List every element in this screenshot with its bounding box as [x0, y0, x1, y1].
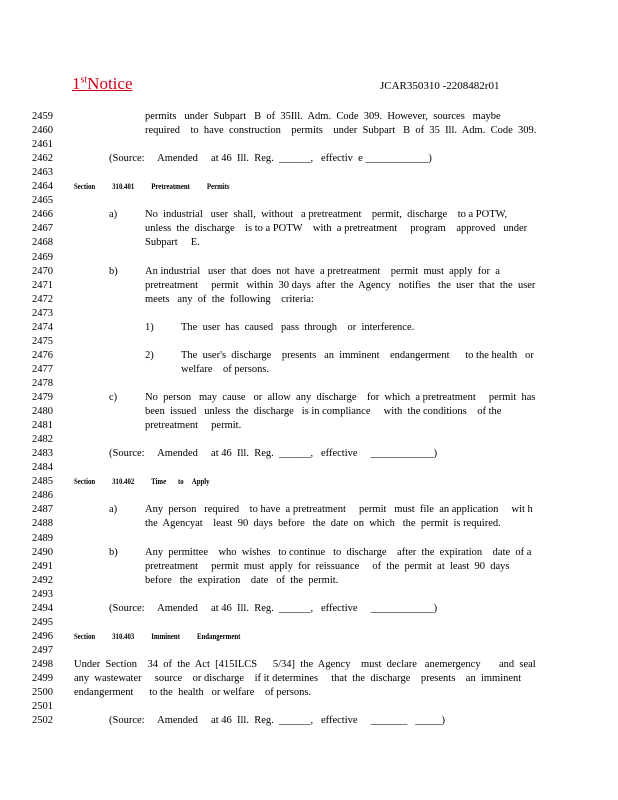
- line-text: Any person required to have a pretreatment permit must file an application wit h: [145, 504, 533, 516]
- line-number: 2494: [32, 602, 53, 614]
- line-number: 2471: [32, 279, 53, 291]
- line-text: (Source: Amended at 46 Ill. Reg. ______, effective ____________): [109, 602, 438, 614]
- document-line: [0, 377, 618, 391]
- document-line: [0, 208, 618, 222]
- document-line: [0, 335, 618, 349]
- line-text: Any permittee who wishes to continue to discharge after the expiration date of a: [145, 546, 532, 558]
- line-number: 2474: [32, 321, 53, 333]
- document-reference: JCAR350310 -2208482r01: [380, 80, 500, 92]
- line-number: 2470: [32, 265, 53, 277]
- document-line: [0, 321, 618, 335]
- line-number: 2465: [32, 195, 53, 207]
- line-text: No person may cause or allow any discharge for which a pretreatment permit has: [145, 392, 536, 403]
- line-number: 2484: [32, 462, 53, 474]
- line-text: welfare of persons.: [181, 363, 270, 375]
- document-line: [0, 279, 618, 293]
- document-line: [0, 236, 618, 250]
- line-text: a): [109, 209, 118, 221]
- document-line: [0, 124, 618, 138]
- line-number: 2480: [32, 406, 53, 418]
- line-number: 2481: [32, 420, 53, 432]
- line-number: 2464: [32, 181, 53, 193]
- line-number: 2460: [32, 125, 53, 137]
- document-line: [0, 293, 618, 307]
- document-line: [0, 110, 618, 124]
- document-line: [0, 461, 618, 475]
- line-number: 2476: [32, 349, 53, 361]
- line-number: 2479: [32, 392, 53, 403]
- line-text: endangerment to the health or welfare of persons.: [74, 687, 312, 699]
- line-number: 2486: [32, 490, 53, 502]
- document-line: [0, 152, 618, 166]
- line-text: 2): [145, 349, 154, 361]
- line-text: a): [109, 504, 118, 516]
- document-line: [0, 391, 618, 405]
- line-number: 2500: [32, 687, 53, 699]
- line-number: 2483: [32, 448, 53, 460]
- line-text: pretreatment permit.: [145, 420, 242, 432]
- document-line: [0, 363, 618, 377]
- document-line: [0, 307, 618, 321]
- document-line: [0, 405, 618, 419]
- document-line: [0, 419, 618, 433]
- line-number: 2493: [32, 588, 53, 600]
- line-number: 2463: [32, 167, 53, 179]
- notice-heading: [72, 74, 147, 94]
- line-text: 1): [145, 321, 154, 333]
- document-line: [0, 489, 618, 503]
- line-text: c): [109, 392, 118, 403]
- line-text: b): [109, 546, 118, 558]
- line-number: 2501: [32, 701, 53, 713]
- document-line: [0, 700, 618, 714]
- line-text: No industrial user shall, without a pretreatment permit, discharge to a POTW,: [145, 209, 508, 221]
- notice-number: 1: [72, 74, 81, 93]
- section-heading: Section 310.401 Pretreatment Permits: [74, 182, 230, 192]
- line-text: Subpart E.: [145, 237, 200, 249]
- document-line: [0, 672, 618, 686]
- line-number: 2489: [32, 532, 53, 544]
- document-line: [0, 447, 618, 461]
- document-line: [0, 546, 618, 560]
- document-line: [0, 517, 618, 531]
- document-line: [0, 630, 618, 644]
- line-text: before the expiration date of the permit.: [145, 574, 339, 586]
- document-line: [0, 503, 618, 517]
- line-text: required to have construction permits under Subpart B of 35 Ill. Adm. Code 309.: [145, 125, 537, 137]
- line-number: 2467: [32, 223, 53, 235]
- document-line: [0, 475, 618, 489]
- document-line: [0, 560, 618, 574]
- line-number: 2462: [32, 153, 53, 165]
- line-text: pretreatment permit must apply for reissuance of the permit at least 90 days: [145, 560, 510, 572]
- line-number: 2459: [32, 111, 53, 122]
- line-text: The user has caused pass through or interference.: [181, 321, 415, 333]
- document-line: [0, 194, 618, 208]
- line-text: been issued unless the discharge is in compliance with the conditions of the: [145, 406, 502, 418]
- document-line: [0, 658, 618, 672]
- line-number: 2488: [32, 518, 53, 530]
- line-number: 2461: [32, 139, 53, 151]
- document-line: [0, 166, 618, 180]
- line-text: any wastewater source or discharge if it determines that the discharge presents an imminent: [74, 673, 522, 684]
- document-line: [0, 686, 618, 700]
- line-number: 2466: [32, 209, 53, 221]
- line-text: the Agencyat least 90 days before the date on which the permit is required.: [145, 518, 501, 530]
- line-text: unless the discharge is to a POTW with a pretreatment program approved under: [145, 223, 528, 235]
- line-number: 2485: [32, 476, 53, 488]
- line-number: 2497: [32, 644, 53, 656]
- line-text: meets any of the following criteria:: [145, 293, 314, 305]
- document-line: [0, 251, 618, 265]
- line-number: 2495: [32, 616, 53, 628]
- document-line: [0, 602, 618, 616]
- line-number: 2492: [32, 574, 53, 586]
- line-number: 2487: [32, 504, 53, 516]
- line-number: 2482: [32, 434, 53, 446]
- document-line: [0, 532, 618, 546]
- line-number: 2475: [32, 335, 53, 347]
- document-line: [0, 180, 618, 194]
- line-number: 2490: [32, 546, 53, 558]
- section-heading: Section 310.403 Imminent Endangerment: [74, 631, 241, 641]
- line-text: pretreatment permit within 30 days after the Agency notifies the user that the user: [145, 279, 536, 291]
- document-line: [0, 222, 618, 236]
- document-line: [0, 433, 618, 447]
- line-text: The user's discharge presents an imminent endangerment to the health or: [181, 349, 534, 361]
- document-line: [0, 588, 618, 602]
- document-line: [0, 265, 618, 279]
- line-text: (Source: Amended at 46 Ill. Reg. ______, effectiv e ____________): [109, 153, 432, 165]
- line-number: 2502: [32, 715, 53, 727]
- line-text: permits under Subpart B of 35Ill. Adm. Code 309. However, sources maybe: [145, 111, 501, 122]
- document-line: [0, 574, 618, 588]
- document-line: [0, 616, 618, 630]
- line-number: 2496: [32, 630, 53, 642]
- line-number: 2499: [32, 673, 53, 684]
- line-number: 2491: [32, 560, 53, 572]
- line-text: (Source: Amended at 46 Ill. Reg. ______, effective _______ _____): [109, 715, 446, 727]
- line-number: 2473: [32, 307, 53, 319]
- document-line: [0, 138, 618, 152]
- line-number: 2498: [32, 658, 53, 670]
- line-text: Under Section 34 of the Act [415ILCS 5/34] the Agency must declare anemergency and seal: [74, 658, 536, 670]
- section-heading: Section 310.402 Time to Apply: [74, 477, 210, 487]
- line-number: 2477: [32, 363, 53, 375]
- notice-word: Notice: [87, 74, 133, 93]
- line-number: 2468: [32, 237, 53, 249]
- line-number: 2469: [32, 251, 53, 263]
- line-text: (Source: Amended at 46 Ill. Reg. ______, effective ____________): [109, 448, 438, 460]
- line-text: An industrial user that does not have a pretreatment permit must apply for a: [145, 265, 500, 277]
- document-line: [0, 714, 618, 728]
- line-text: b): [109, 265, 118, 277]
- line-number: 2478: [32, 377, 53, 389]
- document-line: [0, 349, 618, 363]
- line-number: 2472: [32, 293, 53, 305]
- notice-suffix: st: [80, 74, 88, 86]
- document-line: [0, 644, 618, 658]
